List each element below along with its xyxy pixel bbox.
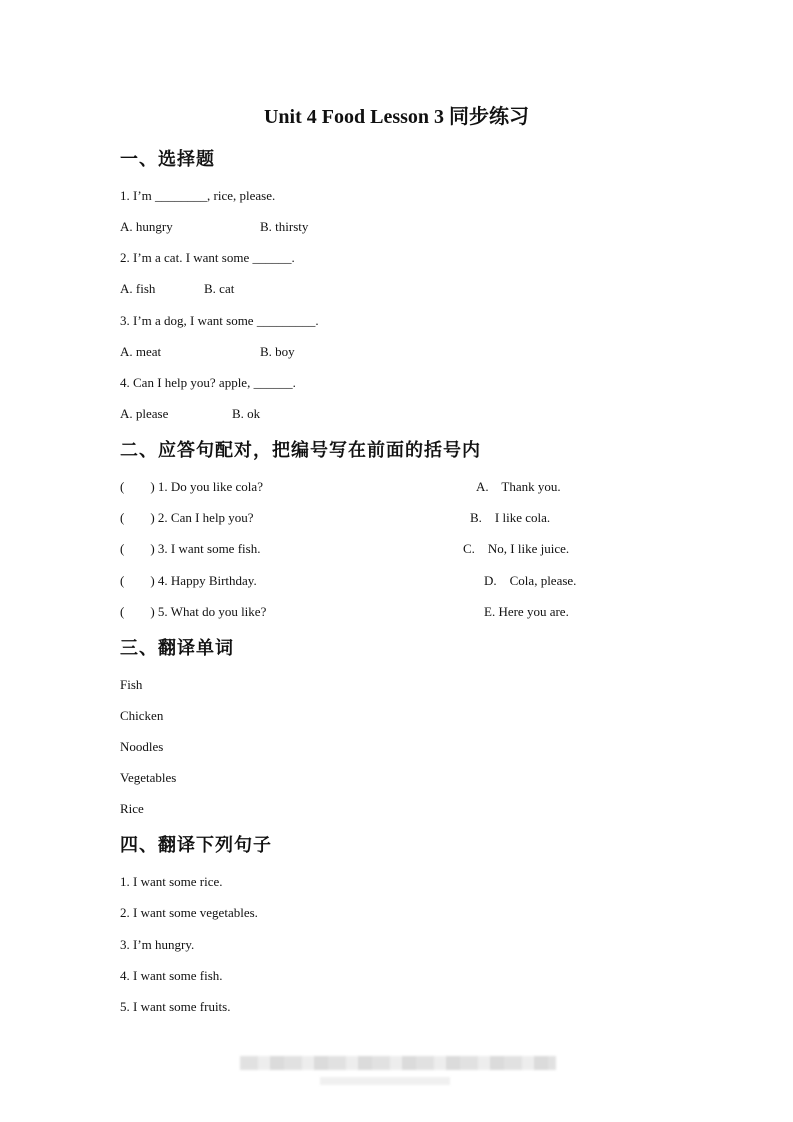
word-item: Noodles [120, 739, 164, 754]
sentence-item: 2. I want some vegetables. [120, 905, 258, 920]
blurred-footer-watermark [240, 1056, 556, 1070]
question-4-option-b: B. ok [232, 406, 261, 421]
match-question-3: ( ) 3. I want some fish. [120, 541, 261, 556]
match-question-5: ( ) 5. What do you like? [120, 604, 267, 619]
section-3-heading: 三、翻译单词 [120, 638, 234, 659]
word-item: Rice [120, 801, 144, 816]
match-answer-c: C. No, I like juice. [463, 541, 570, 556]
sentence-item: 5. I want some fruits. [120, 999, 231, 1014]
sentence-item: 4. I want some fish. [120, 968, 223, 983]
question-1: 1. I’m ________, rice, please. [120, 188, 276, 203]
question-1-option-a: A. hungry [120, 219, 173, 234]
page-title: Unit 4 Food Lesson 3 同步练习 [263, 106, 530, 128]
match-question-1: ( ) 1. Do you like cola? [120, 479, 263, 494]
sentence-item: 3. I’m hungry. [120, 937, 195, 952]
section-2-heading: 二、应答句配对，把编号写在前面的括号内 [120, 440, 481, 461]
blurred-footer-watermark-line [320, 1077, 450, 1085]
match-answer-e: E. Here you are. [484, 604, 569, 619]
match-question-2: ( ) 2. Can I help you? [120, 510, 254, 525]
match-answer-a: A. Thank you. [476, 479, 561, 494]
section-1-heading: 一、选择题 [120, 149, 215, 170]
question-3: 3. I’m a dog, I want some _________. [120, 313, 319, 328]
word-item: Vegetables [120, 770, 177, 785]
match-question-4: ( ) 4. Happy Birthday. [120, 573, 257, 588]
question-2-option-b: B. cat [204, 281, 235, 296]
section-4-heading: 四、翻译下列句子 [120, 835, 272, 856]
question-1-option-b: B. thirsty [260, 219, 309, 234]
question-3-option-b: B. boy [260, 344, 295, 359]
question-2-option-a: A. fish [120, 281, 156, 296]
word-item: Chicken [120, 708, 164, 723]
question-2: 2. I’m a cat. I want some ______. [120, 250, 295, 265]
match-answer-d: D. Cola, please. [484, 573, 577, 588]
question-3-option-a: A. meat [120, 344, 162, 359]
question-4: 4. Can I help you? apple, ______. [120, 375, 296, 390]
question-4-option-a: A. please [120, 406, 169, 421]
sentence-item: 1. I want some rice. [120, 874, 223, 889]
word-item: Fish [120, 677, 143, 692]
match-answer-b: B. I like cola. [470, 510, 551, 525]
